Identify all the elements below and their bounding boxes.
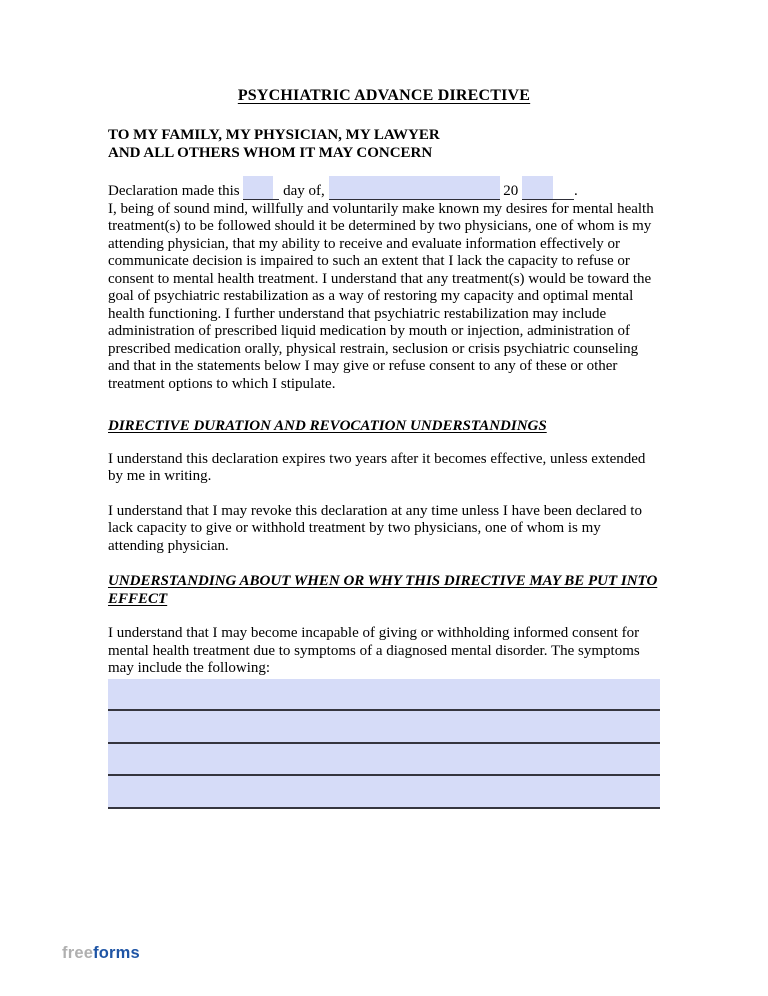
declaration-paragraph bbox=[108, 176, 660, 393]
symptom-input-row-1[interactable] bbox=[108, 679, 660, 712]
freeforms-logo bbox=[62, 944, 140, 963]
declaration-prefix: Declaration made this bbox=[108, 183, 240, 199]
declaration-body: I, being of sound mind, willfully and voluntarily make known my desires for mental health treatment(s) to be followed should it be determined by two physicians, one of whom is my attending physician, that my ability to receive and evaluate information effectively or communicate decision is impaired to such an extent that I lack the capacity to refuse or consent to mental health treatment. I understand that any treatment(s) would be toward the goal of psychiatric restabilization as a way of restoring my capacity and optimal mental health functioning. I further understand that psychiatric restabilization may include administration of prescribed liquid medication by mouth or injection, administration of prescribed medication orally, physical restrain, seclusion or crisis psychiatric counseling and that in the statements below I may give or refuse consent to any of these or other treatment options to which I stipulate. bbox=[108, 200, 654, 392]
year-field-fill[interactable] bbox=[522, 176, 553, 199]
section-heading-duration: DIRECTIVE DURATION AND REVOCATION UNDERSTANDINGS bbox=[108, 418, 547, 434]
symptom-input-row-3[interactable] bbox=[108, 744, 660, 777]
addressee-line-1: TO MY FAMILY, MY PHYSICIAN, MY LAWYER bbox=[108, 127, 440, 143]
day-field-fill[interactable] bbox=[243, 176, 273, 199]
declaration-year-prefix: 20 bbox=[503, 183, 519, 199]
effect-paragraph: I understand that I may become incapable of giving or withholding informed consent for mental health treatment due to symptoms of a diagnosed mental disorder. The symptoms may include the following: bbox=[108, 625, 640, 676]
addressee-line-2: AND ALL OTHERS WHOM IT MAY CONCERN bbox=[108, 144, 433, 161]
symptom-input-row-4[interactable] bbox=[108, 776, 660, 809]
month-field-fill[interactable] bbox=[329, 176, 500, 199]
month-field[interactable] bbox=[329, 176, 500, 200]
declaration-mid: day of, bbox=[283, 183, 325, 199]
declaration-suffix: . bbox=[574, 183, 578, 199]
page-title: PSYCHIATRIC ADVANCE DIRECTIVE bbox=[237, 87, 531, 104]
addressee-block bbox=[108, 127, 660, 162]
symptom-fields-block bbox=[108, 679, 660, 809]
section-heading-effect: UNDERSTANDING ABOUT WHEN OR WHY THIS DIRECTIVE MAY BE PUT INTO EFFECT bbox=[108, 573, 658, 607]
symptom-input-row-2[interactable] bbox=[108, 711, 660, 744]
document-content bbox=[108, 86, 660, 809]
logo-text-forms: forms bbox=[93, 944, 140, 962]
duration-paragraph-1: I understand this declaration expires two years after it becomes effective, unless extended by me in writing. bbox=[108, 450, 646, 484]
duration-paragraph-2: I understand that I may revoke this declaration at any time unless I have been declared to lack capacity to give or withhold treatment by two physicians, one of whom is my attending physician. bbox=[108, 502, 642, 554]
logo-text-free: free bbox=[62, 944, 94, 962]
day-field[interactable] bbox=[243, 176, 279, 200]
year-field[interactable] bbox=[522, 176, 574, 200]
